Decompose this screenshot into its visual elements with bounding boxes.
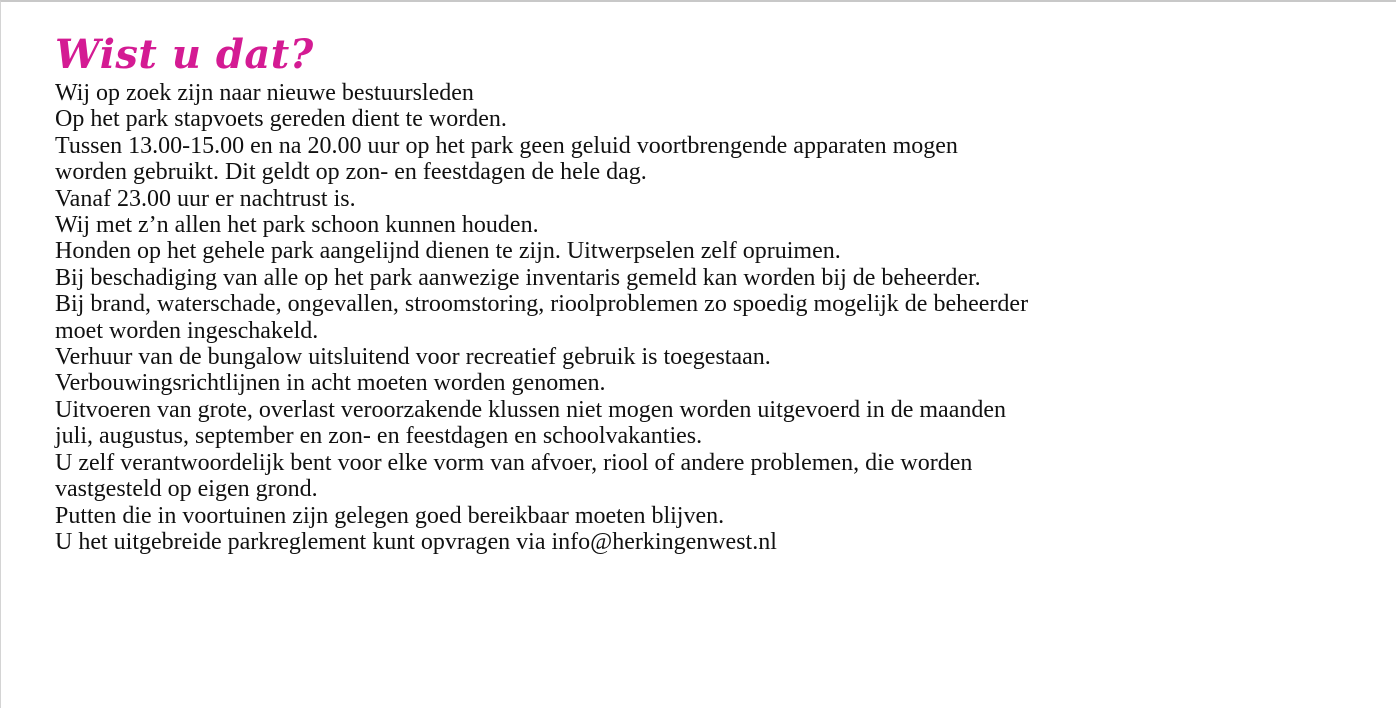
- notice-line: Bij beschadiging van alle op het park aanwezige inventaris gemeld kan worden bij de beheerder.: [55, 264, 981, 291]
- notice-line: Putten die in voortuinen zijn gelegen goed bereikbaar moeten blijven.: [55, 502, 725, 529]
- notice-body: [55, 80, 1375, 555]
- notice-line: Bij brand, waterschade, ongevallen, stroomstoring, rioolproblemen zo spoedig mogelijk de beheerder: [55, 291, 1029, 318]
- notice-line: Vanaf 23.00 uur er nachtrust is.: [55, 185, 356, 212]
- notice-line: Honden op het gehele park aangelijnd dienen te zijn. Uitwerpselen zelf opruimen.: [55, 238, 841, 265]
- notice-line: worden gebruikt. Dit geldt op zon- en feestdagen de hele dag.: [55, 159, 647, 186]
- notice-line: vastgesteld op eigen grond.: [55, 476, 318, 503]
- notice-line: Wij op zoek zijn naar nieuwe bestuursleden: [55, 80, 474, 106]
- notice-line: U het uitgebreide parkreglement kunt opvragen via info@herkingenwest.nl: [55, 528, 777, 555]
- notice-line: Op het park stapvoets gereden dient te worden.: [55, 106, 507, 133]
- notice-line: Verbouwingsrichtlijnen in acht moeten worden genomen.: [55, 370, 606, 397]
- notice-block: [55, 30, 1375, 555]
- notice-line: U zelf verantwoordelijk bent voor elke vorm van afvoer, riool of andere problemen, die worden: [55, 449, 973, 476]
- notice-line: Tussen 13.00-15.00 en na 20.00 uur op het park geen geluid voortbrengende apparaten mogen: [55, 132, 958, 159]
- notice-line: Verhuur van de bungalow uitsluitend voor recreatief gebruik is toegestaan.: [55, 344, 771, 371]
- notice-line: juli, augustus, september en zon- en feestdagen en schoolvakanties.: [55, 423, 703, 450]
- notice-line: Uitvoeren van grote, overlast veroorzakende klussen niet mogen worden uitgevoerd in de maanden: [55, 396, 1007, 423]
- notice-line: moet worden ingeschakeld.: [55, 317, 319, 344]
- notice-line: Wij met z’n allen het park schoon kunnen houden.: [55, 212, 539, 239]
- notice-title: Wist u dat?: [55, 31, 314, 78]
